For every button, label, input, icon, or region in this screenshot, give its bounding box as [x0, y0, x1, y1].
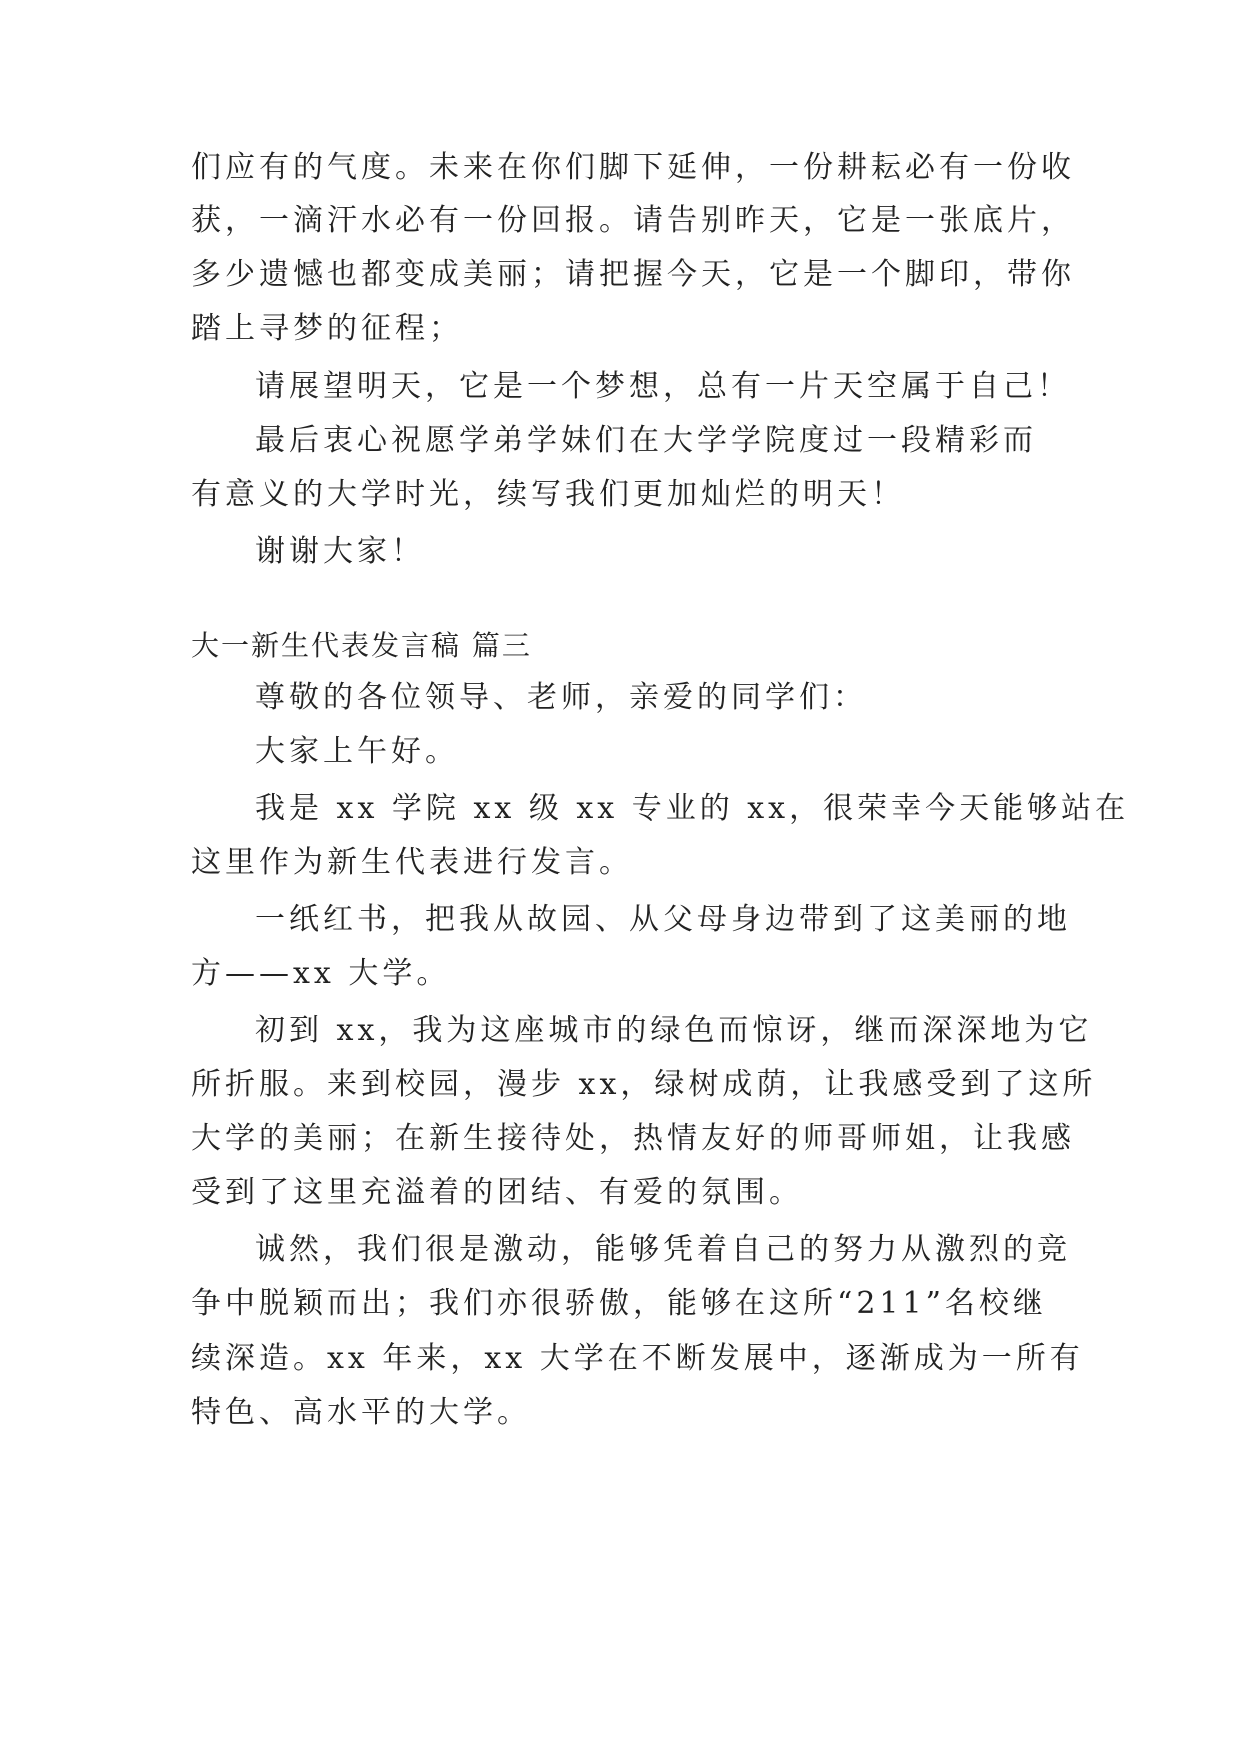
- paragraph-line: 踏上寻梦的征程；: [191, 311, 463, 346]
- paragraph-line: 诚然，我们很是激动，能够凭着自己的努力从激烈的竞: [255, 1232, 1071, 1267]
- paragraph-line: 谢谢大家！: [255, 534, 425, 569]
- paragraph-line: 请展望明天，它是一个梦想，总有一片天空属于自己！: [255, 369, 1071, 404]
- paragraph-line: 受到了这里充溢着的团结、有爱的氛围。: [191, 1175, 803, 1210]
- paragraph-line: 一纸红书，把我从故园、从父母身边带到了这美丽的地: [255, 902, 1071, 937]
- paragraph-line: 所折服。来到校园，漫步 xx，绿树成荫，让我感受到了这所: [191, 1067, 1097, 1102]
- paragraph-line: 这里作为新生代表进行发言。: [191, 845, 633, 880]
- paragraph-line: 续深造。xx 年来，xx 大学在不断发展中，逐渐成为一所有: [191, 1341, 1084, 1376]
- paragraph-line: 们应有的气度。未来在你们脚下延伸，一份耕耘必有一份收: [191, 150, 1075, 185]
- paragraph-line: 获，一滴汗水必有一份回报。请告别昨天，它是一张底片，: [191, 203, 1075, 238]
- paragraph-line: 尊敬的各位领导、老师，亲爱的同学们：: [255, 680, 867, 715]
- paragraph-line: 大学的美丽；在新生接待处，热情友好的师哥师姐，让我感: [191, 1121, 1075, 1156]
- paragraph-line: 大家上午好。: [255, 734, 459, 769]
- paragraph-line: 最后衷心祝愿学弟学妹们在大学学院度过一段精彩而: [255, 423, 1037, 458]
- paragraph-line: 方——xx 大学。: [191, 956, 451, 991]
- paragraph-line: 争中脱颖而出；我们亦很骄傲，能够在这所“211”名校继: [191, 1286, 1047, 1321]
- paragraph-line: 特色、高水平的大学。: [191, 1395, 531, 1430]
- paragraph-line: 多少遗憾也都变成美丽；请把握今天，它是一个脚印，带你: [191, 257, 1075, 292]
- section-heading: 大一新生代表发言稿 篇三: [191, 629, 532, 662]
- paragraph-line: 初到 xx，我为这座城市的绿色而惊讶，继而深深地为它: [255, 1013, 1093, 1048]
- paragraph-line: 有意义的大学时光，续写我们更加灿烂的明天！: [191, 477, 905, 512]
- paragraph-line: 我是 xx 学院 xx 级 xx 专业的 xx，很荣幸今天能够站在: [255, 791, 1130, 826]
